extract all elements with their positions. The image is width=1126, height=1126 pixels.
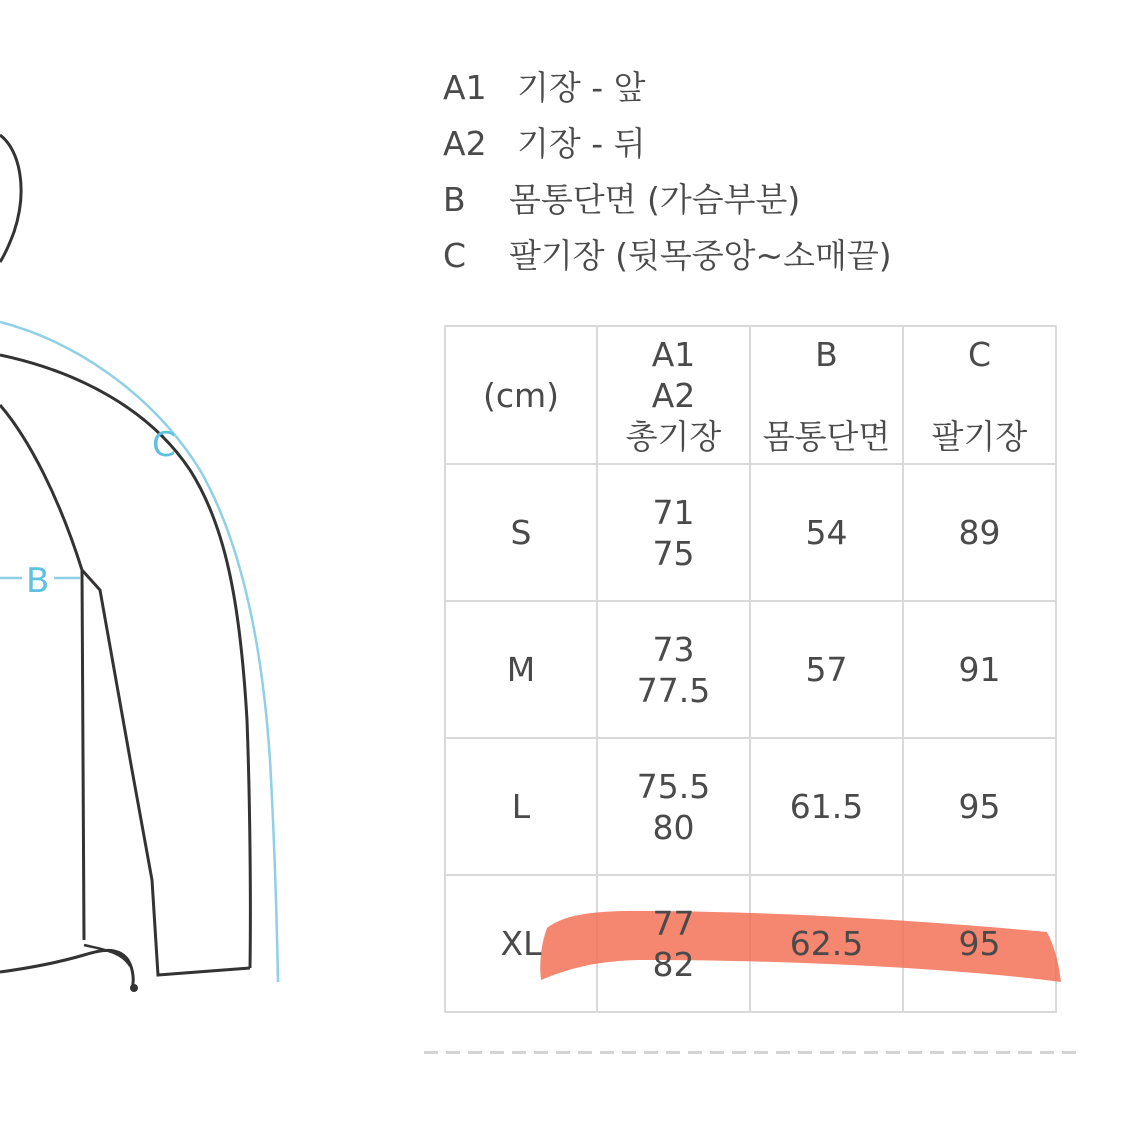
header-line: A2	[651, 375, 696, 415]
sleeve-cell	[903, 464, 1056, 601]
chest-value: 57	[805, 650, 848, 689]
header-cell-a	[597, 326, 750, 464]
table-row	[445, 601, 1056, 738]
body-side-outline	[82, 570, 84, 940]
hood-outline	[0, 135, 21, 262]
size-cell	[445, 601, 597, 738]
length-cell	[597, 738, 750, 875]
unit-header-cell	[445, 326, 597, 464]
chest-value: 61.5	[789, 787, 864, 826]
length-cell	[597, 601, 750, 738]
legend-code: C	[443, 236, 467, 275]
legend-row-a2	[443, 118, 1003, 174]
size-label: M	[506, 650, 536, 689]
length-front: 71	[652, 492, 695, 532]
length-cell	[597, 464, 750, 601]
header-cell-c	[903, 326, 1056, 464]
header-cell-b	[750, 326, 903, 464]
chest-value: 62.5	[789, 924, 864, 963]
sleeve-cell	[903, 738, 1056, 875]
sleeve-value: 95	[958, 924, 1001, 963]
legend-row-b	[443, 174, 1003, 230]
length-front: 77	[652, 903, 695, 943]
length-back: 77.5	[636, 670, 711, 710]
cropped-footnote	[424, 1047, 1084, 1057]
legend-row-a1	[443, 62, 1003, 118]
hem-outline	[0, 950, 133, 990]
legend-row-c	[443, 230, 1003, 286]
header-line: B	[815, 334, 838, 374]
length-front: 75.5	[636, 766, 711, 806]
table-header-row	[445, 326, 1056, 464]
sleeve-cell	[903, 601, 1056, 738]
legend-text: 기장 - 뒤	[517, 124, 646, 163]
sleeve-length-line	[0, 322, 278, 982]
legend-text: 기장 - 앞	[517, 68, 646, 107]
size-label: XL	[500, 924, 542, 963]
legend-text: 팔기장 (뒷목중앙~소매끝)	[509, 236, 892, 275]
sleeve-value: 91	[958, 650, 1001, 689]
length-back: 82	[652, 944, 695, 984]
length-back: 80	[652, 807, 695, 847]
header-line: A1	[651, 334, 696, 374]
legend-code: A2	[443, 124, 487, 163]
footnote-glyph-tops	[424, 1051, 1084, 1054]
chest-cell	[750, 601, 903, 738]
header-line: 팔기장	[931, 416, 1028, 456]
unit-label: (cm)	[482, 375, 560, 415]
chest-value: 54	[805, 513, 848, 552]
length-cell	[597, 875, 750, 1012]
length-front: 73	[652, 629, 695, 669]
diagram-label-c: C	[152, 425, 176, 465]
legend-code: B	[443, 180, 466, 219]
sleeve-value: 95	[958, 787, 1001, 826]
table-row	[445, 738, 1056, 875]
size-label: L	[511, 787, 531, 826]
header-line: C	[967, 334, 992, 374]
header-line: 총기장	[625, 416, 722, 456]
header-spacer	[751, 375, 902, 416]
size-label: S	[510, 513, 532, 552]
header-line: 몸통단면	[762, 416, 891, 456]
legend-text: 몸통단면 (가슴부분)	[509, 180, 801, 219]
shoulder-outline	[0, 355, 250, 968]
legend-code: A1	[443, 68, 487, 107]
sleeve-value: 89	[958, 513, 1001, 552]
header-spacer	[904, 375, 1055, 416]
measurement-legend	[443, 62, 1003, 286]
size-cell	[445, 464, 597, 601]
chest-cell	[750, 464, 903, 601]
chest-cell	[750, 738, 903, 875]
sleeve-inner-outline	[0, 405, 250, 975]
length-back: 75	[652, 533, 695, 573]
table-row	[445, 464, 1056, 601]
diagram-label-b: B	[26, 561, 50, 601]
drawstring-toggle	[130, 984, 138, 992]
size-cell	[445, 738, 597, 875]
